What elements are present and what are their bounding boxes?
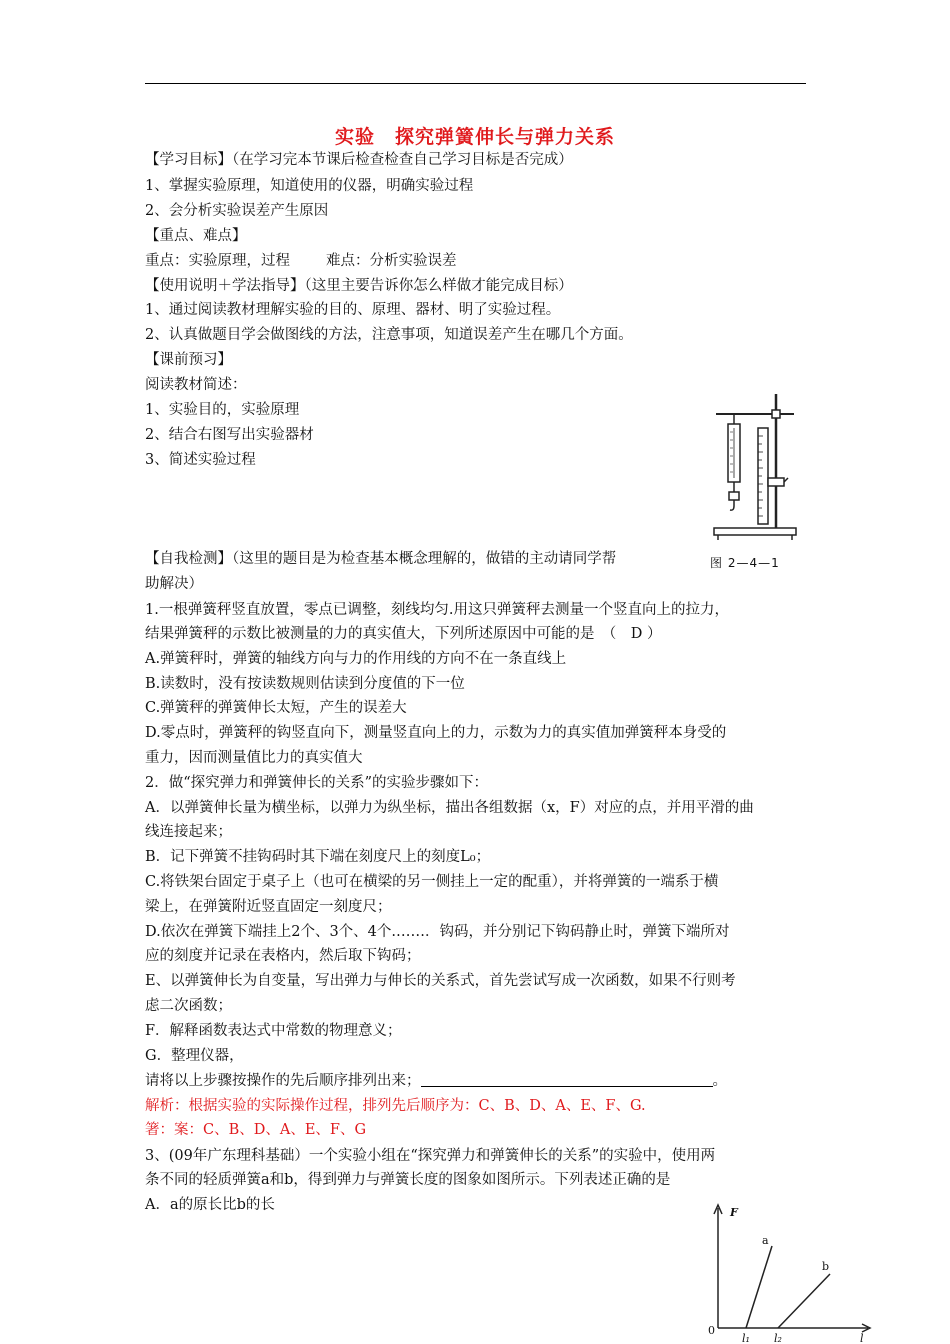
line-q2-step-b: B．记下弹簧不挂钩码时其下端在刻度尺上的刻度L₀； <box>145 849 491 865</box>
line-usage-1: 1、通过阅读教材理解实验的目的、原理、器材、明了实验过程。 <box>145 302 561 318</box>
line-keypoints <box>145 251 457 271</box>
iron-stand-figure <box>706 392 801 542</box>
line-q2-step-c: C.将铁架台固定于桌子上（也可在横梁的另一侧挂上一定的配重），并将弹簧的一端系于横 <box>145 874 719 890</box>
line-q2-step-a: A．以弹簧伸长量为横坐标，以弹力为纵坐标，描出各组数据（x，F）对应的点，并用平滑的曲 <box>145 800 754 816</box>
line-objective-1: 1、掌握实验原理，知道使用的仪器，明确实验过程 <box>145 178 474 194</box>
graph-line-b-label: b <box>822 1260 830 1273</box>
line-preview-3: 3、简述实验过程 <box>145 452 256 468</box>
keypoint-text: 重点：实验原理，过程 <box>145 253 290 269</box>
graph-tick1-label: l₁ <box>742 1332 750 1344</box>
force-length-graph <box>700 1200 880 1344</box>
line-q1-option-b: B.读数时，没有按读数规则估读到分度值的下一位 <box>145 676 465 692</box>
graph-line-a-label: a <box>762 1234 769 1247</box>
line-q2-step-c-cont: 梁上，在弹簧附近竖直固定一刻度尺； <box>145 899 392 915</box>
line-preview-2: 2、结合右图写出实验器材 <box>145 427 314 443</box>
line-q1-b: 结果弹簧秤的示数比被测量的力的真实值大，下列所述原因中可能的是 （ D ） <box>145 626 662 642</box>
line-q1-option-d-cont: 重力，因而测量值比力的真实值大 <box>145 750 363 766</box>
line-q3-b: 条不同的轻质弹簧a和b，得到弹力与弹簧长度的图象如图所示。下列表述正确的是 <box>145 1172 671 1188</box>
order-prompt-text: 请将以上步骤按操作的先后顺序排列出来； <box>145 1073 421 1089</box>
line-q2-analysis: 解析：根据实验的实际操作过程，排列先后顺序为：C、B、D、A、E、F、G. <box>145 1098 646 1114</box>
graph-origin-label: 0 <box>708 1324 715 1337</box>
line-preview-heading: 【课前预习】 <box>145 352 232 368</box>
graph-line-a <box>746 1246 772 1328</box>
graph-tick2-label: l₂ <box>774 1332 782 1344</box>
line-q2-step-d-cont: 应的刻度并记录在表格内，然后取下钩码； <box>145 948 421 964</box>
line-preview-intro: 阅读教材简述： <box>145 377 247 393</box>
graph-y-label: F <box>730 1206 738 1219</box>
line-selfcheck-cont: 助解决） <box>145 576 203 592</box>
line-q1-option-d: D.零点时，弹簧秤的钩竖直向下，测量竖直向上的力，示数为力的真实值加弹簧秤本身受的 <box>145 725 727 741</box>
line-q2-step-f: F．解释函数表达式中常数的物理意义； <box>145 1023 402 1039</box>
line-q1-option-c: C.弹簧秤的弹簧伸长太短，产生的误差大 <box>145 700 407 716</box>
line-q2-step-d: D.依次在弹簧下端挂上2个、3个、4个.……．钩码，并分别记下钩码静止时，弹簧下端所对 <box>145 924 730 940</box>
line-keypoints-heading: 【重点、难点】 <box>145 228 247 244</box>
graph-line-b <box>778 1274 830 1328</box>
line-q1-option-a: A.弹簧秤时，弹簧的轴线方向与力的作用线的方向不在一条直线上 <box>145 651 567 667</box>
order-prompt-end: 。 <box>712 1073 727 1089</box>
line-q3-a: 3、(09年广东理科基础）一个实验小组在“探究弹力和弹簧伸长的关系”的实验中，使用两 <box>145 1148 716 1164</box>
line-usage-2: 2、认真做题目学会做图线的方法，注意事项，知道误差产生在哪几个方面。 <box>145 327 633 343</box>
line-q2-answer: 箸：案：C、B、D、A、E、F、G <box>145 1122 367 1138</box>
line-q2-step-g: G．整理仪器， <box>145 1048 244 1064</box>
line-selfcheck-heading: 【自我检测】（这里的题目是为检查基本概念理解的，做错的主动请同学帮 <box>145 551 617 567</box>
page-title: 实验 探究弹簧伸长与弹力关系 <box>334 126 615 148</box>
line-preview-1: 1、实验目的，实验原理 <box>145 402 300 418</box>
line-usage-heading: 【使用说明＋学法指导】（这里主要告诉你怎么样做才能完成目标） <box>145 278 573 294</box>
difficulty-text: 难点：分析实验误差 <box>326 253 457 269</box>
line-q2-step-a-cont: 线连接起来； <box>145 824 232 840</box>
graph-x-label: l <box>860 1332 864 1344</box>
line-q2: 2．做“探究弹力和弹簧伸长的关系”的实验步骤如下： <box>145 775 489 791</box>
answer-blank[interactable] <box>421 1072 713 1087</box>
line-q2-step-e: E、以弹簧伸长为自变量，写出弹力与伸长的关系式，首先尝试写成一次函数，如果不行则考 <box>145 973 736 989</box>
line-q2-step-e-cont: 虑二次函数； <box>145 998 232 1014</box>
line-q2-order-prompt <box>145 1071 727 1091</box>
line-objective-2: 2、会分析实验误差产生原因 <box>145 203 329 219</box>
line-q3-option-a: A．a的原长比b的长 <box>145 1197 275 1213</box>
figure1-caption: 图 2—4—1 <box>710 556 780 570</box>
line-q1-a: 1.一根弹簧秤竖直放置，零点已调整，刻线均匀.用这只弹簧秤去测量一个竖直向上的拉力， <box>145 602 729 618</box>
line-objectives-heading: 【学习目标】（在学习完本节课后检查检查自己学习目标是否完成） <box>145 152 573 168</box>
header-rule <box>145 83 806 84</box>
